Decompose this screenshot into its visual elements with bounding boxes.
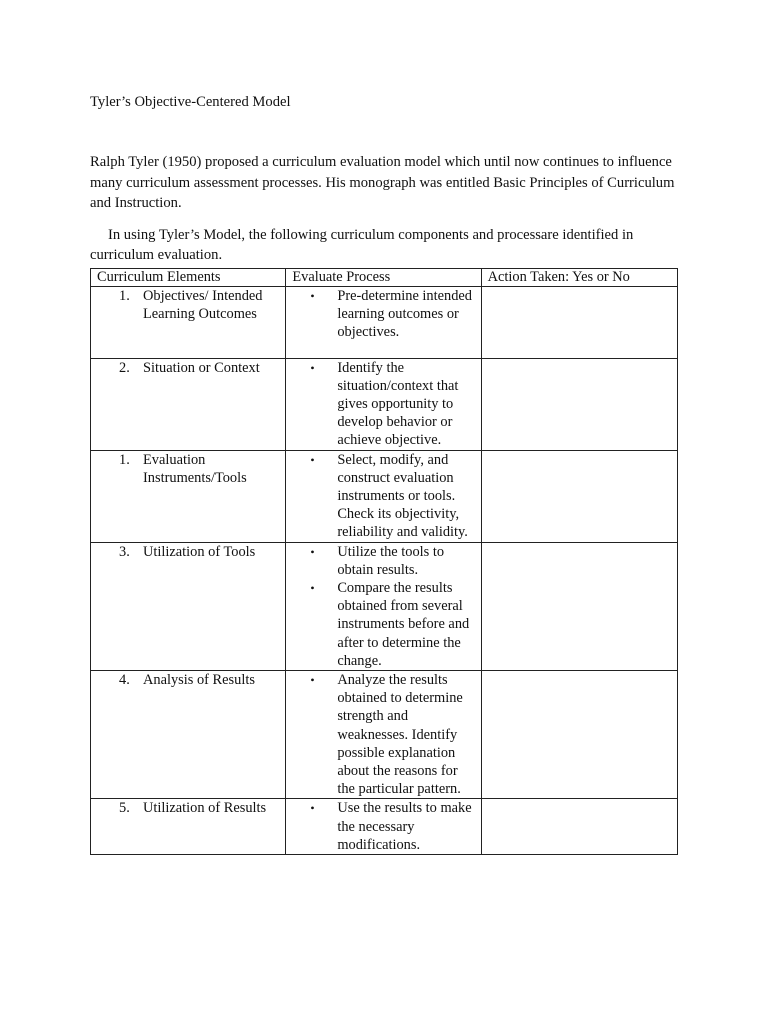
evaluate-process-cell — [286, 542, 481, 670]
curriculum-element — [91, 359, 285, 377]
process-text: Select, modify, and construct evaluation instruments or tools. Check its objectivity, reliability and validity. — [337, 451, 468, 541]
process-list — [286, 359, 480, 450]
curriculum-element-cell — [91, 799, 286, 855]
list-item — [286, 671, 480, 798]
table-row — [91, 799, 678, 855]
table-row — [91, 542, 678, 670]
bullet-icon: • — [310, 288, 315, 303]
list-item — [286, 579, 480, 670]
intro-paragraph: Ralph Tyler (1950) proposed a curriculum evaluation model which until now continues to influence many curriculum assessment processes. His monograph was entitled Basic Principles of Curriculum and Instruction. — [90, 154, 675, 211]
evaluate-process-cell — [286, 286, 481, 358]
element-number: 1. — [119, 287, 130, 304]
curriculum-element — [91, 451, 285, 487]
element-label: Situation or Context — [143, 359, 260, 376]
table-row — [91, 358, 678, 450]
evaluate-process-cell — [286, 670, 481, 798]
element-number: 4. — [119, 671, 130, 688]
curriculum-element — [91, 799, 285, 817]
process-list — [286, 451, 480, 542]
list-item — [286, 359, 480, 450]
process-text: Utilize the tools to obtain results. — [337, 543, 445, 578]
evaluate-process-cell — [286, 358, 481, 450]
element-label: Analysis of Results — [143, 671, 255, 688]
header-evaluate-process: Evaluate Process — [286, 268, 481, 286]
curriculum-element — [91, 671, 285, 689]
curriculum-element-cell — [91, 286, 286, 358]
document-title: Tyler’s Objective-Centered Model — [90, 94, 291, 110]
bullet-icon: • — [310, 544, 315, 559]
list-item — [286, 543, 480, 579]
curriculum-element — [91, 543, 285, 561]
header-action-taken: Action Taken: Yes or No — [481, 268, 677, 286]
bullet-icon: • — [310, 580, 315, 595]
curriculum-element-cell — [91, 670, 286, 798]
header-curriculum-elements: Curriculum Elements — [91, 268, 286, 286]
element-number: 2. — [119, 359, 130, 376]
evaluate-process-cell — [286, 799, 481, 855]
action-taken-cell[interactable] — [481, 358, 677, 450]
element-number: 5. — [119, 800, 130, 817]
process-list — [286, 543, 480, 670]
process-text: Compare the results obtained from several instruments before and after to determine the change. — [337, 579, 470, 669]
bullet-icon: • — [310, 672, 315, 687]
element-label: Evaluation Instruments/Tools — [143, 451, 247, 486]
list-item — [286, 287, 480, 342]
action-taken-cell[interactable] — [481, 286, 677, 358]
curriculum-element-cell — [91, 358, 286, 450]
evaluate-process-cell — [286, 450, 481, 542]
process-text: Pre-determine intended learning outcomes or objectives. — [337, 287, 472, 340]
action-taken-cell[interactable] — [481, 542, 677, 670]
curriculum-element-cell — [91, 450, 286, 542]
curriculum-element-cell — [91, 542, 286, 670]
components-paragraph: In using Tyler’s Model, the following curriculum components and processare identified in curriculum evaluation. — [90, 226, 634, 263]
element-number: 1. — [119, 451, 130, 468]
bullet-icon: • — [310, 452, 315, 467]
table-header-row — [91, 268, 678, 286]
action-taken-cell[interactable] — [481, 799, 677, 855]
evaluation-table — [90, 268, 678, 855]
process-list — [286, 799, 480, 854]
document-page — [90, 92, 678, 855]
process-list — [286, 671, 480, 798]
element-label: Utilization of Results — [143, 800, 267, 817]
process-text: Analyze the results obtained to determine strength and weaknesses. Identify possible explanation about the reasons for the particular pattern. — [337, 671, 463, 798]
bullet-icon: • — [310, 360, 315, 375]
process-list — [286, 287, 480, 342]
list-item — [286, 451, 480, 542]
table-row — [91, 286, 678, 358]
table-row — [91, 450, 678, 542]
action-taken-cell[interactable] — [481, 670, 677, 798]
table-row — [91, 670, 678, 798]
element-number: 3. — [119, 543, 130, 560]
element-label: Objectives/ Intended Learning Outcomes — [143, 287, 263, 322]
element-label: Utilization of Tools — [143, 543, 256, 560]
bullet-icon: • — [310, 801, 315, 816]
curriculum-element — [91, 287, 285, 323]
process-text: Use the results to make the necessary modifications. — [337, 800, 472, 853]
table-body — [91, 286, 678, 854]
list-item — [286, 799, 480, 854]
process-text: Identify the situation/context that gives opportunity to develop behavior or achieve objective. — [337, 359, 459, 449]
action-taken-cell[interactable] — [481, 450, 677, 542]
